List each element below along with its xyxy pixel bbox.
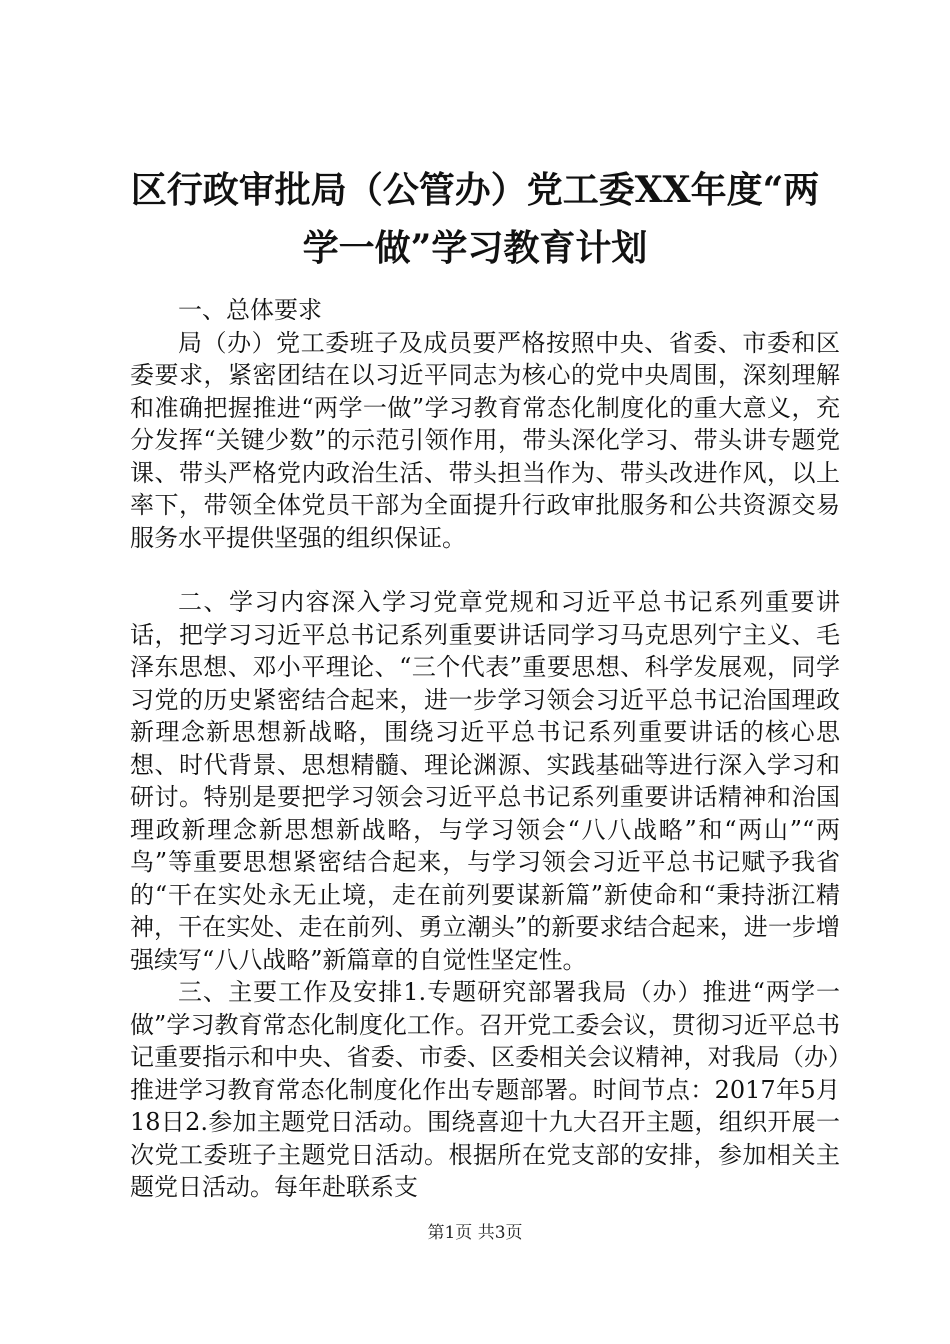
document-title-line-1: 区行政审批局（公管办）党工委XX年度“两 <box>130 169 820 211</box>
paragraph-study-content: 二、学习内容深入学习党章党规和习近平总书记系列重要讲话，把学习习近平总书记系列重要讲话同学习马克思列宁主义、毛泽东思想、邓小平理论、“三个代表”重要思想、科学发展观，同学习党的历史紧密结合起来，进一步学习领会习近平总书记治国理政新理念新思想新战略，围绕习近平总书记系列重要讲话的核心思想、时代背景、思想精髓、理论渊源、实践基础等进行深入学习和研讨。特别是要把学习领会习近平总书记系列重要讲话精神和治国理政新理念新思想新战略，与学习领会“八八战略”和“两山”“两鸟”等重要思想紧密结合起来，与学习领会习近平总书记赋予我省的“干在实处永无止境，走在前列要谋新篇”新使命和“秉持浙江精神，干在实处、走在前列、勇立潮头”的新要求结合起来，进一步增强续写“八八战略”新篇章的自觉性坚定性。 <box>130 588 840 974</box>
section-heading: 一、总体要求 <box>178 296 322 324</box>
paragraph-requirements: 局（办）党工委班子及成员要严格按照中央、省委、市委和区委要求，紧密团结在以习近平同志为核心的党中央周围，深刻理解和准确把握推进“两学一做”学习教育常态化制度化的重大意义，充分发挥“关键少数”的示范引领作用，带头深化学习、带头讲专题党课、带头严格党内政治生活、带头担当作为、带头改进作风，以上率下，带领全体党员干部为全面提升行政审批服务和公共资源交易服务水平提供坚强的组织保证。 <box>130 328 840 552</box>
document-body <box>130 294 840 1204</box>
page-number-footer: 第1页 共3页 <box>427 1223 523 1243</box>
paragraph-main-work: 三、主要工作及安排1.专题研究部署我局（办）推进“两学一做”学习教育常态化制度化工作。召开党工委会议，贯彻习近平总书记重要指示和中央、省委、市委、区委相关会议精神，对我局（办）推进学习教育常态化制度化作出专题部署。时间节点：2017年5月18日2.参加主题党日活动。围绕喜迎十九大召开主题，组织开展一次党工委班子主题党日活动。根据所在党支部的安排，参加相关主题党日活动。每年赴联系支 <box>130 978 840 1201</box>
document-title-line-2: 学一做”学习教育计划 <box>302 227 648 269</box>
